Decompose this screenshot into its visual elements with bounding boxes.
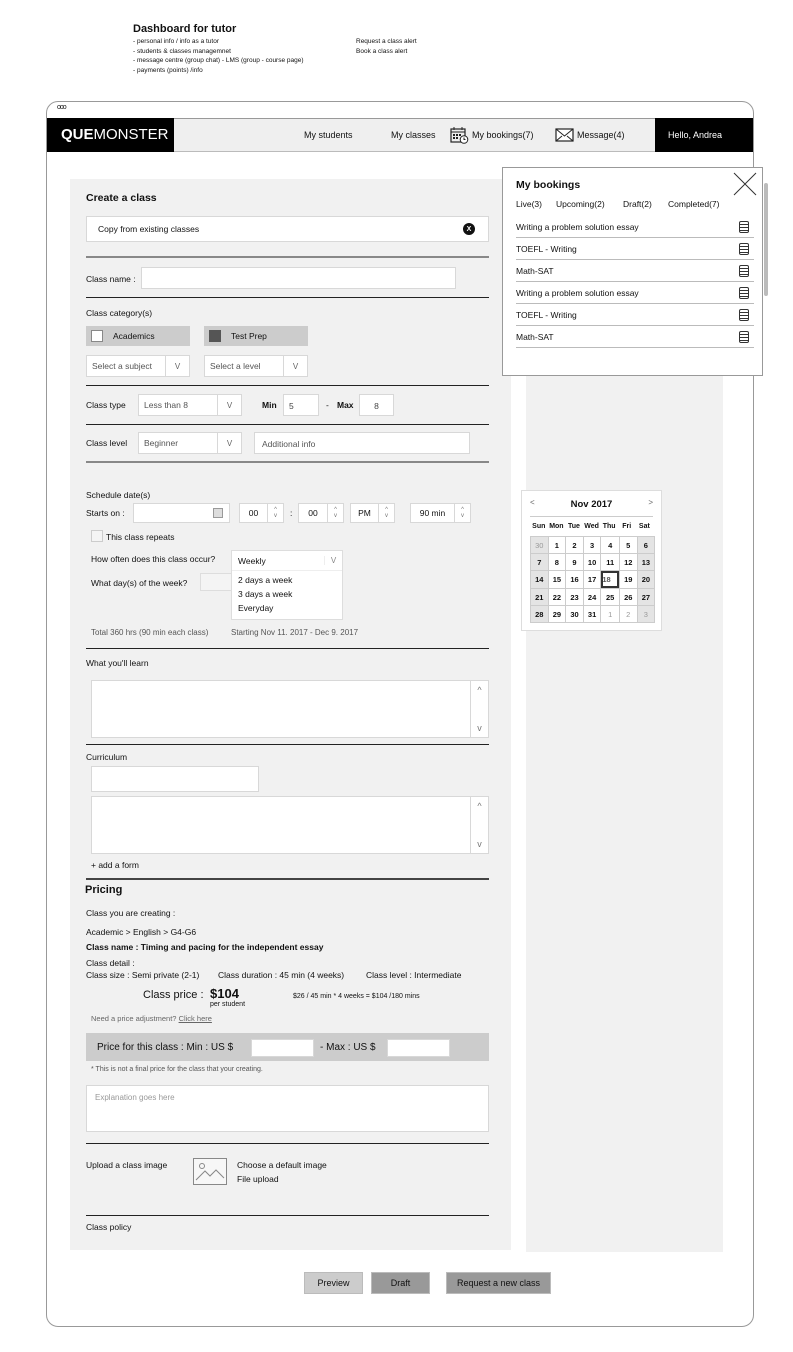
calendar-day[interactable]: 28 <box>531 606 549 623</box>
nav-label: My bookings(7) <box>472 130 534 140</box>
calendar-day[interactable]: 1 <box>548 537 566 554</box>
class-name-label: Class name : <box>86 274 136 284</box>
calendar-day[interactable]: 5 <box>619 537 637 554</box>
textarea-scrollbar[interactable] <box>470 797 488 853</box>
up-down-arrows-icon[interactable]: ^ v <box>327 504 343 522</box>
class-price-label: Class price : <box>143 989 204 1001</box>
up-down-arrows-icon[interactable]: ^ v <box>454 504 470 522</box>
divider <box>530 516 653 517</box>
divider <box>86 744 489 745</box>
class-type-select[interactable] <box>138 394 242 416</box>
draft-button[interactable]: Draft <box>371 1272 430 1294</box>
calendar-day[interactable]: 12 <box>619 554 637 571</box>
divider <box>86 461 489 463</box>
curriculum-title-input[interactable] <box>91 766 259 792</box>
booking-item[interactable] <box>516 238 754 260</box>
calendar-day[interactable]: 20 <box>637 571 655 589</box>
how-often-dropdown[interactable] <box>231 550 343 620</box>
class-category-label: Class category(s) <box>86 308 153 318</box>
note-item: - students & classes managemnet <box>133 47 231 55</box>
spinner-value: 90 min <box>419 508 446 518</box>
curriculum-textarea[interactable] <box>91 796 489 854</box>
notes-title: Dashboard for tutor <box>133 23 237 35</box>
booking-title: Math-SAT <box>516 331 554 342</box>
price-adjust <box>91 1014 212 1023</box>
repeats-checkbox[interactable] <box>91 530 103 542</box>
textarea-scrollbar[interactable] <box>470 681 488 737</box>
divider <box>86 297 489 298</box>
hour-spinner[interactable] <box>239 503 284 523</box>
chevron-down-icon: V <box>324 556 342 565</box>
divider <box>86 878 489 880</box>
note-item: - personal info / info as a tutor <box>133 38 219 45</box>
weekday: Sat <box>638 523 650 530</box>
calendar-day[interactable]: 22 <box>548 589 566 606</box>
image-placeholder-icon[interactable] <box>193 1158 227 1185</box>
what-days-label: What day(s) of the week? <box>91 578 188 588</box>
weekday: Mon <box>549 523 564 530</box>
booking-item[interactable] <box>516 326 754 348</box>
divider <box>86 1215 489 1216</box>
learn-textarea[interactable] <box>91 680 489 738</box>
checkbox-academics[interactable] <box>91 330 103 342</box>
nav-my-classes[interactable] <box>391 118 436 152</box>
logo[interactable] <box>47 118 174 152</box>
duration-spinner[interactable] <box>410 503 471 523</box>
class-name-input[interactable] <box>141 267 456 289</box>
total-summary: Total 360 hrs (90 min each class) <box>91 628 209 637</box>
price-max-label: - Max : US $ <box>320 1042 376 1053</box>
calendar-day[interactable]: 10 <box>583 554 601 571</box>
calendar-day[interactable]: 30 <box>531 537 549 554</box>
select-value: Select a level <box>210 361 261 371</box>
envelope-icon <box>555 128 574 142</box>
note-alert: Book a class alert <box>356 47 408 55</box>
option-3-days[interactable]: 3 days a week <box>238 589 293 599</box>
calendar-day[interactable]: 26 <box>619 589 637 606</box>
price-unit: per student <box>210 1001 246 1008</box>
chevron-down-icon: V <box>165 356 189 376</box>
select-value: Beginner <box>144 438 179 448</box>
explanation-textarea[interactable]: Explanation goes here <box>86 1085 489 1132</box>
calendar-day[interactable]: 2 <box>566 537 584 554</box>
next-month-button[interactable]: > <box>648 498 653 507</box>
bookings-title: My bookings <box>516 179 581 191</box>
select-value: Less than 8 <box>144 400 188 410</box>
booking-item[interactable] <box>516 260 754 282</box>
creating-label: Class you are creating : <box>86 908 176 918</box>
category-test-prep[interactable] <box>204 326 308 346</box>
calendar-day[interactable]: 30 <box>566 606 584 623</box>
minute-spinner[interactable] <box>298 503 344 523</box>
subject-select[interactable] <box>86 355 190 377</box>
document-icon[interactable] <box>739 331 749 343</box>
scroll-down-icon[interactable]: v <box>477 723 482 733</box>
what-days-input[interactable] <box>200 573 231 591</box>
schedule-label: Schedule date(s) <box>86 490 151 500</box>
category-label: Academics <box>113 331 155 341</box>
calendar-month: Nov 2017 <box>570 499 613 510</box>
ampm-spinner[interactable] <box>350 503 395 523</box>
divider <box>86 648 489 649</box>
logo-bold: QUE <box>61 126 94 143</box>
upload-label: Upload a class image <box>86 1160 168 1170</box>
calendar-grid <box>530 536 655 623</box>
repeats-label: This class repeats <box>106 532 175 542</box>
weekday: Sun <box>532 523 546 530</box>
weekday: Fri <box>622 523 632 530</box>
calendar-day[interactable]: 3 <box>637 606 655 623</box>
learn-label: What you'll learn <box>86 658 149 668</box>
spinner-value: 00 <box>248 508 259 518</box>
chevron-down-icon: V <box>283 356 307 376</box>
calendar-clock-icon <box>450 126 469 144</box>
class-duration: Class duration : 45 min (4 weeks) <box>218 970 345 980</box>
pricing-breadcrumb: Academic > English > G4-G6 <box>86 927 197 937</box>
note-item: - message centre (group chat) - LMS (group - course page) <box>133 57 304 64</box>
price-note: * This is not a final price for the class that your creating. <box>91 1066 263 1073</box>
divider <box>86 424 489 425</box>
note-item: - payments (points) /info <box>133 66 203 74</box>
option-2-days[interactable]: 2 days a week <box>238 575 293 585</box>
copy-existing-classes[interactable] <box>86 216 489 242</box>
popup-scrollbar-thumb[interactable] <box>764 183 768 296</box>
option-everyday[interactable]: Everyday <box>238 603 274 613</box>
logo-rest: MONSTER <box>93 126 169 143</box>
category-label: Test Prep <box>231 331 267 341</box>
booking-title: Writing a problem solution essay <box>516 221 639 232</box>
booking-title: Writing a problem solution essay <box>516 287 639 298</box>
how-often-label: How often does this class occur? <box>91 554 216 564</box>
weekday: Wed <box>584 523 599 530</box>
close-icon[interactable] <box>733 172 757 196</box>
scroll-up-icon[interactable]: ^ <box>477 801 482 811</box>
min-input[interactable]: 5 <box>283 394 319 416</box>
weekday-header <box>530 523 653 530</box>
starts-on-input[interactable] <box>133 503 230 523</box>
calendar-day[interactable]: 6 <box>637 537 655 554</box>
calendar-day[interactable]: 21 <box>531 589 549 606</box>
starts-on-label: Starts on : <box>86 508 125 518</box>
select-value: Weekly <box>238 555 266 566</box>
booking-item[interactable] <box>516 216 754 238</box>
form-title: Create a class <box>86 192 157 204</box>
calendar-day[interactable]: 31 <box>583 606 601 623</box>
document-icon[interactable] <box>739 243 749 255</box>
calendar <box>521 490 662 631</box>
choose-default-image[interactable]: Choose a default image <box>237 1160 327 1170</box>
category-academics[interactable] <box>86 326 190 346</box>
date-range: Starting Nov 11. 2017 - Dec 9. 2017 <box>231 628 359 637</box>
calendar-day[interactable]: 29 <box>548 606 566 623</box>
nav-messages[interactable] <box>555 118 625 152</box>
calendar-day[interactable]: 16 <box>566 571 584 589</box>
calendar-day[interactable]: 8 <box>548 554 566 571</box>
additional-info-input[interactable]: Additional info <box>254 432 470 454</box>
calendar-day[interactable]: 19 <box>619 571 637 589</box>
how-often-select[interactable] <box>232 551 342 571</box>
calendar-day[interactable]: 23 <box>566 589 584 606</box>
divider <box>86 256 489 258</box>
nav-label: My classes <box>391 130 436 140</box>
scroll-up-icon[interactable]: ^ <box>477 685 482 695</box>
weekday: Thu <box>602 523 616 530</box>
nav-my-students[interactable] <box>304 118 353 152</box>
weekday: Tue <box>568 523 580 530</box>
calendar-day[interactable]: 7 <box>531 554 549 571</box>
nav-label: My students <box>304 130 353 140</box>
curriculum-label: Curriculum <box>86 752 128 762</box>
select-value: Select a subject <box>92 361 153 371</box>
window-dots-icon: ooo <box>57 104 66 111</box>
calendar-day[interactable]: 17 <box>583 571 601 589</box>
spinner-value: PM <box>358 508 371 518</box>
add-form-link[interactable]: + add a form <box>91 860 139 870</box>
note-alert: Request a class alert <box>356 38 417 45</box>
nav-my-bookings[interactable] <box>450 118 534 152</box>
notes-list <box>133 37 304 75</box>
range-dash: - <box>326 400 329 410</box>
calendar-day[interactable]: 3 <box>583 537 601 554</box>
class-policy-label: Class policy <box>86 1222 132 1232</box>
calendar-day[interactable]: 2 <box>619 606 637 623</box>
scroll-down-icon[interactable]: v <box>477 839 482 849</box>
calendar-day[interactable]: 24 <box>583 589 601 606</box>
calendar-day[interactable]: 27 <box>637 589 655 606</box>
class-type-label: Class type <box>86 400 126 410</box>
file-upload[interactable]: File upload <box>237 1174 279 1184</box>
calendar-day[interactable]: 11 <box>601 554 620 571</box>
nav-label: Message(4) <box>577 130 625 140</box>
adjust-question: Need a price adjustment? <box>91 1014 177 1023</box>
calendar-day[interactable]: 9 <box>566 554 584 571</box>
booking-item[interactable] <box>516 282 754 304</box>
tab-completed[interactable]: Completed(7) <box>668 199 720 209</box>
class-level-label: Class level <box>86 438 128 448</box>
calendar-icon[interactable] <box>213 508 223 518</box>
max-input[interactable]: 8 <box>359 394 394 416</box>
booking-title: TOEFL - Writing <box>516 309 577 320</box>
price-max-input[interactable] <box>387 1039 450 1057</box>
price-formula: $26 / 45 min * 4 weeks = $104 /180 mins <box>293 993 420 1000</box>
divider <box>86 385 489 386</box>
tab-live[interactable]: Live(3) <box>516 199 542 209</box>
class-level-select[interactable] <box>138 432 242 454</box>
spinner-value: 00 <box>308 508 318 518</box>
class-level: Class level : Intermediate <box>366 970 462 980</box>
price-range-label: Price for this class : Min : US $ <box>97 1042 234 1053</box>
tab-draft[interactable]: Draft(2) <box>623 199 652 209</box>
divider <box>86 1143 489 1144</box>
clear-icon[interactable]: X <box>463 223 475 235</box>
level-select[interactable] <box>204 355 308 377</box>
checkbox-test-prep[interactable] <box>209 330 221 342</box>
booking-item[interactable] <box>516 304 754 326</box>
chevron-down-icon: V <box>217 433 241 453</box>
calendar-day[interactable]: 14 <box>531 571 549 589</box>
user-greeting[interactable]: Hello, Andrea <box>655 118 753 152</box>
calendar-day[interactable]: 15 <box>548 571 566 589</box>
class-price-value: $104 <box>210 986 239 1001</box>
up-down-arrows-icon[interactable]: ^ v <box>378 504 394 522</box>
pricing-title: Pricing <box>85 884 123 896</box>
class-size: Class size : Semi private (2-1) <box>86 970 200 980</box>
price-min-input[interactable] <box>251 1039 314 1057</box>
time-colon: : <box>290 508 293 518</box>
notes-alerts <box>356 37 417 56</box>
booking-title: TOEFL - Writing <box>516 243 577 254</box>
document-icon[interactable] <box>739 221 749 233</box>
document-icon[interactable] <box>739 265 749 277</box>
calendar-day[interactable]: 25 <box>601 589 620 606</box>
prev-month-button[interactable]: < <box>530 498 535 507</box>
max-label: Max <box>337 400 354 410</box>
adjust-link[interactable]: Click here <box>178 1014 212 1023</box>
chevron-down-icon: V <box>217 395 241 415</box>
calendar-day[interactable]: 13 <box>637 554 655 571</box>
copy-existing-label: Copy from existing classes <box>98 224 200 234</box>
calendar-day[interactable]: 4 <box>601 537 620 554</box>
calendar-day-selected[interactable]: 18 <box>601 571 619 588</box>
document-icon[interactable] <box>739 309 749 321</box>
tab-upcoming[interactable]: Upcoming(2) <box>556 199 605 209</box>
request-new-class-button[interactable]: Request a new class <box>446 1272 551 1294</box>
preview-button[interactable]: Preview <box>304 1272 363 1294</box>
document-icon[interactable] <box>739 287 749 299</box>
class-detail-label: Class detail : <box>86 958 135 968</box>
booking-title: Math-SAT <box>516 265 554 276</box>
calendar-day[interactable]: 1 <box>601 606 620 623</box>
pricing-class-name: Class name : Timing and pacing for the independent essay <box>86 942 324 952</box>
min-label: Min <box>262 400 277 410</box>
up-down-arrows-icon[interactable]: ^ v <box>267 504 283 522</box>
